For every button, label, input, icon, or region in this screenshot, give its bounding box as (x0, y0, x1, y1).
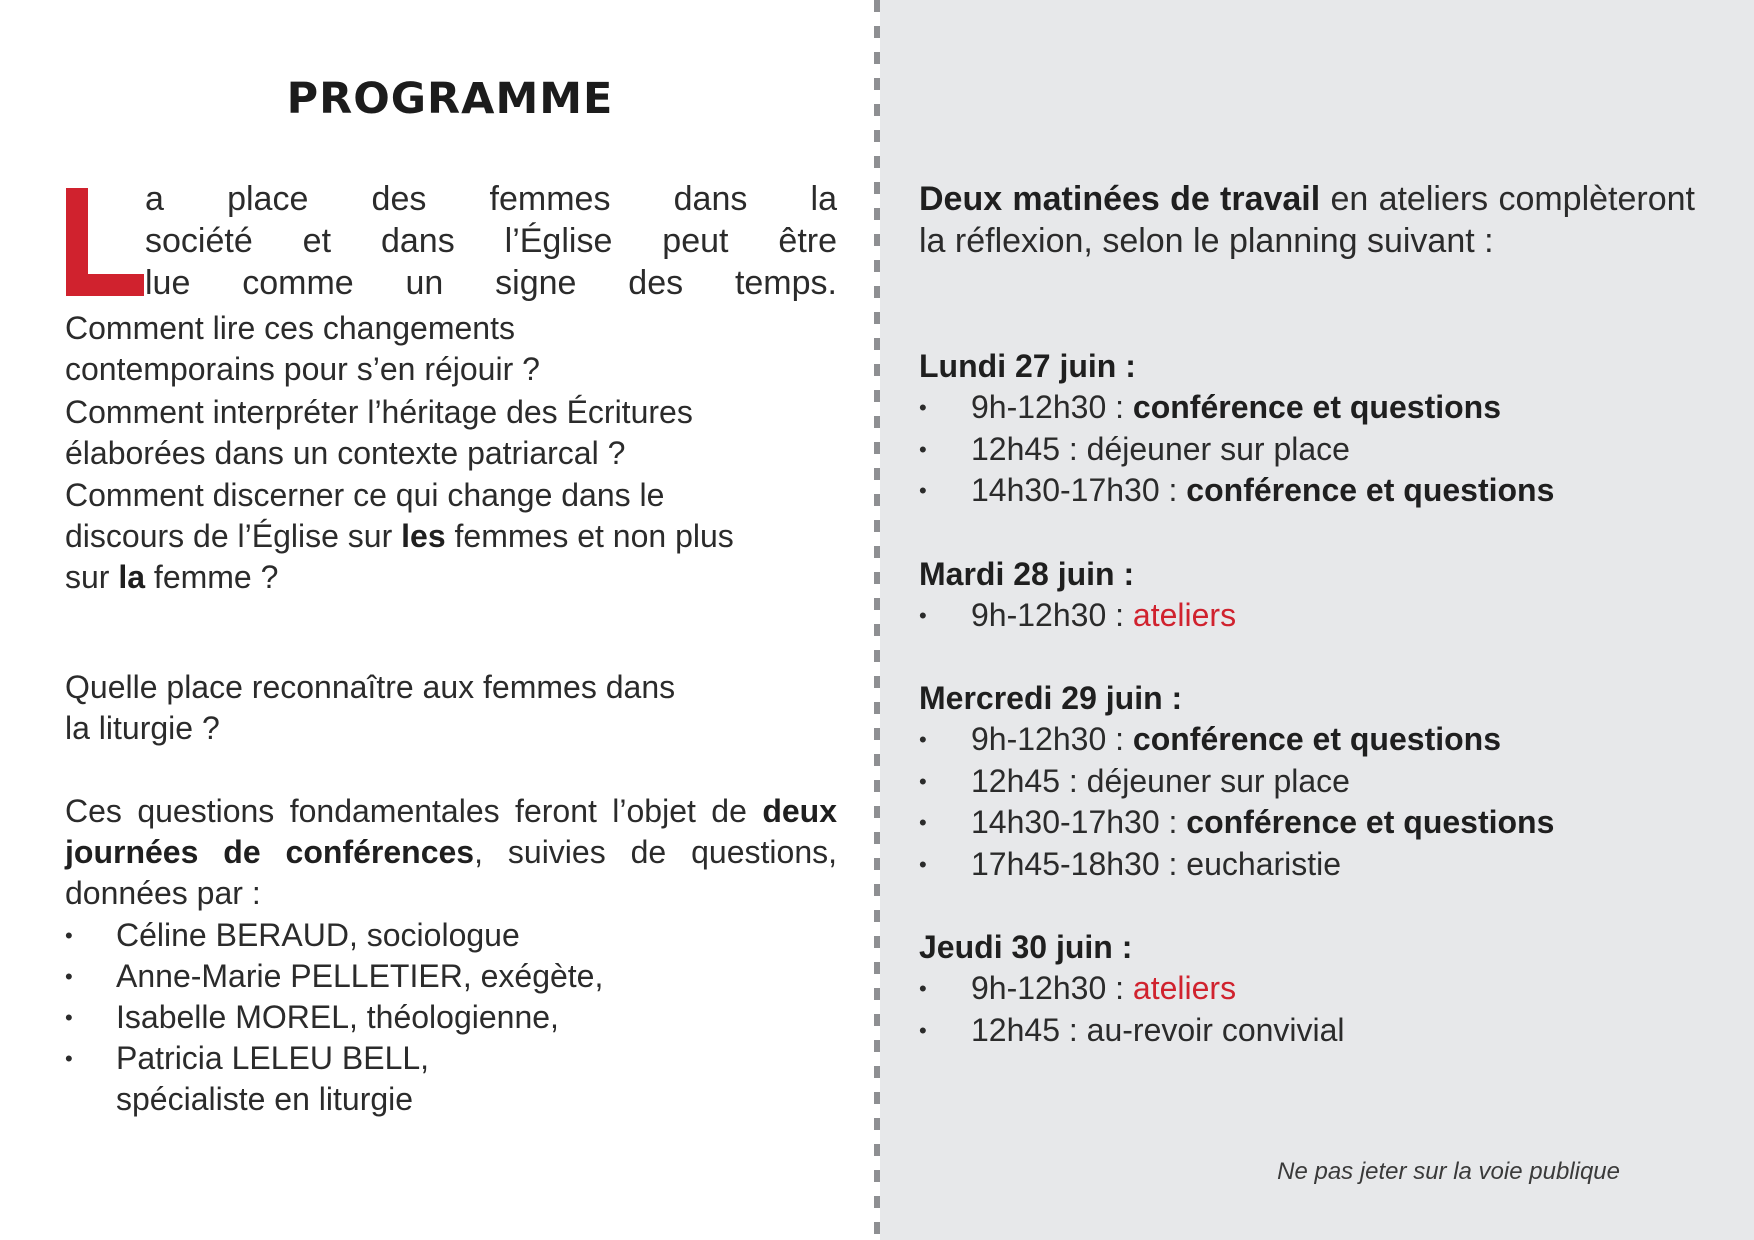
item-activity: conférence et questions (1132, 389, 1501, 425)
day-heading: Lundi 27 juin : (919, 348, 1136, 384)
intro-line-1: a place des femmes dans la (145, 180, 837, 218)
list-item (919, 719, 1699, 761)
fold-divider (874, 0, 880, 1240)
item-time: 9h-12h30 : (971, 389, 1133, 425)
item-activity: ateliers (1132, 970, 1237, 1006)
question-4: Quelle place reconnaître aux femmes dans la liturgie ? (65, 669, 676, 746)
list-item (919, 387, 1699, 429)
item-time: 9h-12h30 : (971, 721, 1133, 757)
conferences-text-b: , suivies de questions, données par : (65, 834, 838, 911)
day-heading: Mercredi 29 juin : (919, 680, 1183, 716)
intro-line-3: lue comme un signe des temps. (145, 264, 837, 302)
speakers-list (65, 915, 845, 1120)
list-item: • Patricia LELEU BELL, spécialiste en liturgie (65, 1038, 516, 1120)
day-heading: Jeudi 30 juin : (919, 929, 1133, 965)
question-3-part-c: femmes et non plus sur (65, 518, 734, 595)
item-time: 9h-12h30 : (971, 970, 1133, 1006)
question-3-emph-la: la (118, 559, 146, 595)
list-item: • Céline BERAUD, sociologue (65, 915, 845, 956)
list-item: • Isabelle MOREL, théologienne, (65, 997, 845, 1038)
list-item (919, 802, 1699, 844)
question-3-emph-les: les (401, 518, 446, 554)
list-item (919, 470, 1699, 512)
question-3 (65, 475, 785, 598)
item-activity: conférence et questions (1132, 721, 1501, 757)
list-item: • 12h45 : au-revoir convivial (919, 1010, 1699, 1052)
workshops-bold: Deux matinées de travail (919, 180, 1321, 218)
list-item (919, 968, 1699, 1010)
footer-note: Ne pas jeter sur la voie publique (1277, 1158, 1620, 1185)
intro-line-2: société et dans l’Église peut être (145, 222, 837, 260)
conferences-paragraph (65, 791, 837, 914)
list-item: • 12h45 : déjeuner sur place (919, 761, 1699, 803)
day-jeudi (919, 926, 1699, 1051)
intro-paragraph (145, 178, 837, 304)
conferences-bold: deux journées de conférences (65, 793, 837, 870)
item-time: 14h30-17h30 : (971, 804, 1187, 840)
list-item: • Anne-Marie PELLETIER, exégète, (65, 956, 845, 997)
item-activity: conférence et questions (1186, 472, 1555, 508)
item-time: 9h-12h30 : (971, 597, 1133, 633)
day-heading: Mardi 28 juin : (919, 556, 1135, 592)
list-item: • 12h45 : déjeuner sur place (919, 429, 1699, 471)
dropcap-l (66, 188, 144, 296)
conferences-text-a: Ces questions fondamentales feront l’objet de (65, 793, 763, 829)
question-3-part-a: Comment discerner ce qui change dans le discours de l’Église sur (65, 477, 665, 554)
item-activity: conférence et questions (1186, 804, 1555, 840)
item-time: 14h30-17h30 : (971, 472, 1187, 508)
page-title: PROGRAMME (286, 74, 614, 124)
question-2: Comment interpréter l’héritage des Écritures élaborées dans un contexte patriarcal ? (65, 394, 693, 471)
workshops-paragraph (919, 178, 1695, 262)
list-item (919, 595, 1699, 637)
list-item: • 17h45-18h30 : eucharistie (919, 844, 1699, 886)
item-activity: ateliers (1132, 597, 1237, 633)
question-1: Comment lire ces changements contemporains pour s’en réjouir ? (65, 310, 540, 387)
question-3-part-e: femme ? (145, 559, 279, 595)
day-lundi (919, 345, 1699, 512)
day-mercredi (919, 677, 1699, 885)
workshops-rest: en ateliers complèteront la réflexion, selon le planning suivant : (919, 180, 1695, 260)
day-mardi (919, 553, 1699, 637)
